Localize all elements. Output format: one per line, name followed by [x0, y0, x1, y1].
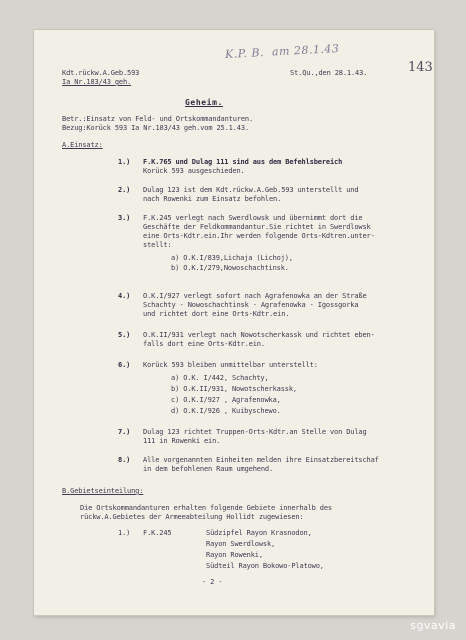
item-line: falls dort eine Orts-Kdtr.ein. — [143, 340, 265, 348]
item-number: 6.) — [118, 361, 131, 369]
section-a-heading: A.Einsatz: — [62, 141, 103, 149]
item-line: O.K.II/931 verlegt nach Nowotscherkassk und richtet eben- — [143, 331, 375, 339]
item-number: 2.) — [118, 186, 131, 194]
item-line: stellt: — [143, 241, 172, 249]
classification-heading: Geheim. — [185, 98, 223, 107]
area-item-number: 1.) — [118, 529, 131, 537]
item-line: in dem befohlenen Raum umgehend. — [143, 465, 274, 473]
item-line: O.K.I/927 verlegt sofort nach Agrafenowka an der Straße — [143, 292, 367, 300]
item-number: 1.) — [118, 158, 131, 166]
section-b-intro: rückw.A.Gebietes der Armeeabteilung Hollidt zugewiesen: — [80, 513, 304, 521]
item-line: Alle vorgenannten Einheiten melden ihre Einsatzbereitschaf — [143, 456, 379, 464]
item-line: nach Rowenki zum Einsatz befohlen. — [143, 195, 282, 203]
sub-item: c) O.K.I/927 , Agrafenowka, — [171, 396, 281, 404]
item-line: und richtet dort eine Orts-Kdtr.ein. — [143, 310, 290, 318]
item-line: F.K.765 und Dulag 111 sind aus dem Befehlsbereich — [143, 158, 343, 166]
place-date: St.Qu.,den 28.1.43. — [290, 69, 368, 77]
area-line: Südzipfel Rayon Krasnodon, — [206, 529, 312, 537]
item-line: Geschäfte der Feldkommandantur.Sie richtet in Swerdlowsk — [143, 223, 371, 231]
item-line: Dulag 123 richtet Truppen-Orts-Kdtr.an Stelle von Dulag — [143, 428, 367, 436]
page-footer-marker: - 2 - — [202, 578, 223, 586]
item-number: 4.) — [118, 292, 131, 300]
sender-line-2: Ia Nr.183/43 geh. — [62, 78, 132, 86]
item-line: Korück 593 ausgeschieden. — [143, 167, 245, 175]
item-line: Dulag 123 ist dem Kdt.rückw.A.Geb.593 unterstellt und — [143, 186, 359, 194]
item-line: 111 in Rowenki ein. — [143, 437, 221, 445]
item-number: 8.) — [118, 456, 131, 464]
item-number: 5.) — [118, 331, 131, 339]
item-number: 7.) — [118, 428, 131, 436]
section-b-heading: B.Gebietseinteilung: — [62, 487, 144, 495]
subject-betr: Betr.:Einsatz von Feld- und Ortskommandanturen. — [62, 115, 254, 123]
area-line: Rayon Swerdlowsk, — [206, 540, 276, 548]
item-line: Korück 593 bleiben unmittelbar unterstellt: — [143, 361, 318, 369]
sub-item: d) O.K.I/926 , Kuibyschewo. — [171, 407, 281, 415]
item-line: Schachty - Nowoschachtinsk - Agrafenowka - Igossgorka — [143, 301, 359, 309]
area-line: Südteil Rayon Bokowo-Platowo, — [206, 562, 324, 570]
sub-item: a) O.K. I/442, Schachty, — [171, 374, 269, 382]
sender-line-1: Kdt.rückw.A.Geb.593 — [62, 69, 140, 77]
item-number: 3.) — [118, 214, 131, 222]
sub-item: b) O.K.II/931, Nowotscherkassk, — [171, 385, 297, 393]
sub-item: b) O.K.I/279,Nowoschachtinsk. — [171, 264, 289, 272]
item-line: eine Orts-Kdtr.ein.Ihr werden folgende Orts-Kdtren.unter- — [143, 232, 375, 240]
area-item-label: F.K.245 — [143, 529, 172, 537]
watermark-text: sgvavia — [410, 619, 456, 632]
archive-page-number: 143 — [408, 60, 433, 75]
sub-item: a) O.K.I/839,Lichaja (Lichoj), — [171, 254, 293, 262]
handwritten-annotation: K.P. B. am 28.1.43 — [224, 42, 340, 61]
area-line: Rayon Rowenki, — [206, 551, 263, 559]
section-b-intro: Die Ortskommandanturen erhalten folgende Gebiete innerhalb des — [80, 504, 332, 512]
subject-bezug: Bezug:Korück 593 Ia Nr.183/43 geh.vom 25.1.43. — [62, 124, 249, 132]
item-line: F.K.245 verlegt nach Swerdlowsk und übernimmt dort die — [143, 214, 363, 222]
